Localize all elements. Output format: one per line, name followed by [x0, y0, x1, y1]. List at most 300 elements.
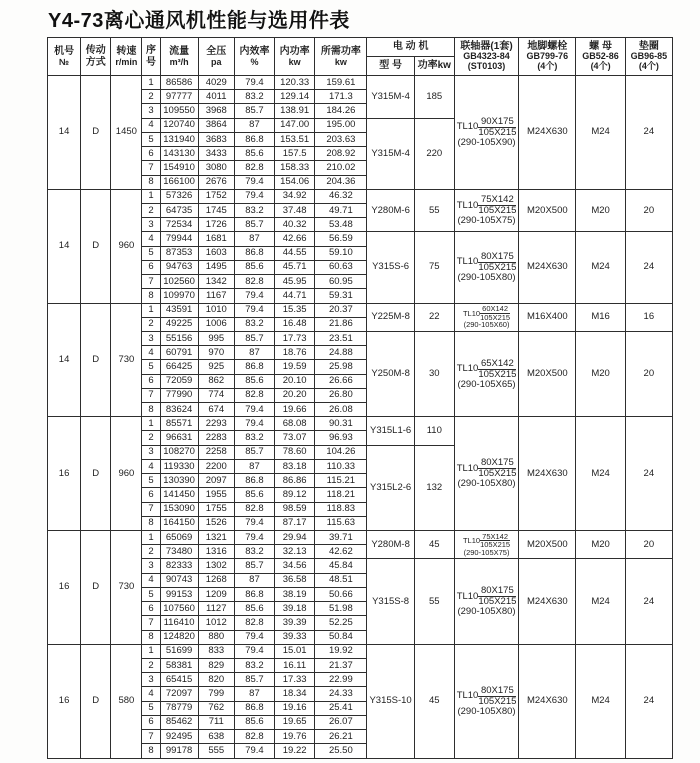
internal-power-cell: 73.07 [275, 431, 315, 445]
seq-cell: 3 [142, 104, 160, 118]
data-row [48, 331, 673, 345]
flow-cell: 124820 [160, 630, 198, 644]
seq-cell: 8 [142, 744, 160, 759]
internal-power-cell: 83.18 [275, 459, 315, 473]
internal-power-cell: 42.66 [275, 232, 315, 246]
drive-type-cell: D [81, 76, 111, 190]
pressure-cell: 3433 [198, 147, 234, 161]
flow-cell: 86586 [160, 76, 198, 90]
coupling-type: TL10 [456, 363, 479, 375]
seq-cell: 1 [142, 417, 160, 431]
efficiency-cell: 85.6 [234, 602, 274, 616]
required-power-cell: 19.92 [315, 644, 367, 658]
col-header-motor-power: 功率kw [414, 57, 454, 76]
required-power-cell: 22.99 [315, 673, 367, 687]
speed-cell: 730 [111, 303, 142, 417]
pressure-cell: 1127 [198, 602, 234, 616]
required-power-cell: 42.62 [315, 545, 367, 559]
internal-power-cell: 40.32 [275, 218, 315, 232]
required-power-cell: 210.02 [315, 161, 367, 175]
flow-cell: 55156 [160, 331, 198, 345]
required-power-cell: 52.25 [315, 616, 367, 630]
required-power-cell: 46.32 [315, 189, 367, 203]
required-power-cell: 26.08 [315, 403, 367, 417]
motor-model-cell: Y315S-6 [367, 232, 414, 303]
pressure-cell: 1316 [198, 545, 234, 559]
motor-model-cell: Y280M-8 [367, 531, 414, 559]
required-power-cell: 208.92 [315, 147, 367, 161]
pressure-cell: 555 [198, 744, 234, 759]
anchor-bolt-cell: M24X630 [519, 417, 576, 531]
col-header-fan-size: 机号 № [48, 38, 81, 76]
pressure-cell: 820 [198, 673, 234, 687]
efficiency-cell: 85.6 [234, 147, 274, 161]
speed-cell: 1450 [111, 76, 142, 190]
data-row [48, 644, 673, 658]
flow-cell: 79944 [160, 232, 198, 246]
required-power-cell: 45.84 [315, 559, 367, 573]
flow-cell: 77990 [160, 388, 198, 402]
coupling-note: (290-105X80) [457, 271, 516, 283]
drive-type-cell: D [81, 531, 111, 645]
efficiency-cell: 79.4 [234, 403, 274, 417]
seq-cell: 7 [142, 275, 160, 289]
fan-size-cell: 16 [48, 644, 81, 758]
pressure-cell: 862 [198, 374, 234, 388]
drive-type-cell: D [81, 303, 111, 417]
fan-size-cell: 14 [48, 189, 81, 303]
seq-cell: 6 [142, 374, 160, 388]
seq-cell: 1 [142, 76, 160, 90]
seq-cell: 1 [142, 189, 160, 203]
pressure-cell: 2293 [198, 417, 234, 431]
flow-cell: 130390 [160, 474, 198, 488]
required-power-cell: 21.37 [315, 658, 367, 672]
required-power-cell: 110.33 [315, 459, 367, 473]
flow-cell: 49225 [160, 317, 198, 331]
pressure-cell: 829 [198, 658, 234, 672]
pressure-cell: 1681 [198, 232, 234, 246]
motor-power-cell: 75 [414, 232, 454, 303]
internal-power-cell: 37.48 [275, 203, 315, 217]
efficiency-cell: 87 [234, 459, 274, 473]
pressure-cell: 2097 [198, 474, 234, 488]
internal-power-cell: 120.33 [275, 76, 315, 90]
col-header-coupling: 联轴器(1套) GB4323-84 (ST0103) [454, 38, 518, 76]
nut-cell: M20 [576, 189, 625, 232]
data-row [48, 303, 673, 317]
efficiency-cell: 83.2 [234, 203, 274, 217]
washer-cell: 20 [625, 331, 672, 416]
coupling-note: (290-105X80) [457, 606, 516, 618]
washer-cell: 24 [625, 417, 672, 531]
col-header-drive-type: 传动 方式 [81, 38, 111, 76]
seq-cell: 3 [142, 673, 160, 687]
internal-power-cell: 147.00 [275, 118, 315, 132]
seq-cell: 2 [142, 203, 160, 217]
internal-power-cell: 78.60 [275, 445, 315, 459]
motor-power-cell: 110 [414, 417, 454, 445]
efficiency-cell: 87 [234, 346, 274, 360]
motor-power-cell: 30 [414, 331, 454, 416]
seq-cell: 4 [142, 687, 160, 701]
washer-cell: 24 [625, 644, 672, 758]
required-power-cell: 90.31 [315, 417, 367, 431]
seq-cell: 6 [142, 602, 160, 616]
efficiency-cell: 85.7 [234, 218, 274, 232]
flow-cell: 58381 [160, 658, 198, 672]
required-power-cell: 118.21 [315, 488, 367, 502]
flow-cell: 43591 [160, 303, 198, 317]
efficiency-cell: 87 [234, 687, 274, 701]
required-power-cell: 24.88 [315, 346, 367, 360]
required-power-cell: 203.63 [315, 132, 367, 146]
speed-cell: 960 [111, 417, 142, 531]
coupling-type: TL10 [456, 590, 479, 602]
flow-cell: 87353 [160, 246, 198, 260]
efficiency-cell: 83.2 [234, 90, 274, 104]
required-power-cell: 56.59 [315, 232, 367, 246]
flow-cell: 119330 [160, 459, 198, 473]
flow-cell: 96631 [160, 431, 198, 445]
internal-power-cell: 32.13 [275, 545, 315, 559]
flow-cell: 64735 [160, 203, 198, 217]
flow-cell: 72097 [160, 687, 198, 701]
seq-cell: 7 [142, 161, 160, 175]
motor-power-cell: 185 [414, 76, 454, 119]
required-power-cell: 60.95 [315, 275, 367, 289]
seq-cell: 3 [142, 559, 160, 573]
flow-cell: 108270 [160, 445, 198, 459]
anchor-bolt-cell: M24X630 [519, 644, 576, 758]
seq-cell: 8 [142, 289, 160, 303]
coupling-cell: TL10 $\frac{75X142}{105X215}$ (290-105X75) [454, 189, 518, 232]
seq-cell: 4 [142, 118, 160, 132]
flow-cell: 51699 [160, 644, 198, 658]
pressure-cell: 4011 [198, 90, 234, 104]
col-header-flow: 流量 m³/h [160, 38, 198, 76]
pressure-cell: 1755 [198, 502, 234, 516]
seq-cell: 4 [142, 573, 160, 587]
fan-size-cell: 16 [48, 417, 81, 531]
table-body [48, 76, 673, 759]
efficiency-cell: 79.4 [234, 516, 274, 530]
internal-power-cell: 86.86 [275, 474, 315, 488]
required-power-cell: 26.66 [315, 374, 367, 388]
internal-power-cell: 39.33 [275, 630, 315, 644]
anchor-bolt-cell: M20X500 [519, 331, 576, 416]
required-power-cell: 51.98 [315, 602, 367, 616]
efficiency-cell: 83.2 [234, 317, 274, 331]
flow-cell: 85571 [160, 417, 198, 431]
required-power-cell: 39.71 [315, 531, 367, 545]
internal-power-cell: 20.10 [275, 374, 315, 388]
required-power-cell: 25.41 [315, 701, 367, 715]
page-title: Y4-73离心通风机性能与选用件表 [48, 10, 350, 32]
internal-power-cell: 16.48 [275, 317, 315, 331]
pressure-cell: 1745 [198, 203, 234, 217]
seq-cell: 6 [142, 715, 160, 729]
col-header-anchor-bolt: 地脚螺栓 GB799-76 (4个) [519, 38, 576, 76]
efficiency-cell: 79.4 [234, 630, 274, 644]
flow-cell: 65415 [160, 673, 198, 687]
coupling-note: (290-105X65) [457, 378, 516, 390]
required-power-cell: 115.63 [315, 516, 367, 530]
coupling-type: TL10 [456, 462, 479, 474]
required-power-cell: 20.37 [315, 303, 367, 317]
pressure-cell: 2200 [198, 459, 234, 473]
seq-cell: 2 [142, 431, 160, 445]
motor-model-cell: Y315S-10 [367, 644, 414, 758]
pressure-cell: 2283 [198, 431, 234, 445]
pressure-cell: 1012 [198, 616, 234, 630]
efficiency-cell: 85.7 [234, 445, 274, 459]
anchor-bolt-cell: M20X500 [519, 189, 576, 232]
internal-power-cell: 44.71 [275, 289, 315, 303]
coupling-cell: TL10 $\frac{65X142}{105X215}$ (290-105X65) [454, 331, 518, 416]
flow-cell: 82333 [160, 559, 198, 573]
pressure-cell: 774 [198, 388, 234, 402]
efficiency-cell: 87 [234, 573, 274, 587]
seq-cell: 1 [142, 644, 160, 658]
efficiency-cell: 85.7 [234, 331, 274, 345]
flow-cell: 131940 [160, 132, 198, 146]
required-power-cell: 25.98 [315, 360, 367, 374]
required-power-cell: 23.51 [315, 331, 367, 345]
col-header-washer: 垫圈 GB96-85 (4个) [625, 38, 672, 76]
col-header-seq: 序 号 [142, 38, 160, 76]
table-header [48, 38, 673, 76]
nut-cell: M20 [576, 331, 625, 416]
seq-cell: 6 [142, 147, 160, 161]
flow-cell: 99178 [160, 744, 198, 759]
seq-cell: 8 [142, 630, 160, 644]
flow-cell: 83624 [160, 403, 198, 417]
seq-cell: 6 [142, 260, 160, 274]
required-power-cell: 59.31 [315, 289, 367, 303]
efficiency-cell: 79.4 [234, 531, 274, 545]
pressure-cell: 2258 [198, 445, 234, 459]
fan-size-cell: 14 [48, 303, 81, 417]
nut-cell: M24 [576, 76, 625, 190]
pressure-cell: 4029 [198, 76, 234, 90]
required-power-cell: 118.83 [315, 502, 367, 516]
coupling-type: TL10 [456, 256, 479, 268]
flow-cell: 78779 [160, 701, 198, 715]
internal-power-cell: 19.65 [275, 715, 315, 729]
required-power-cell: 49.71 [315, 203, 367, 217]
seq-cell: 5 [142, 587, 160, 601]
seq-cell: 3 [142, 445, 160, 459]
pressure-cell: 833 [198, 644, 234, 658]
internal-power-cell: 44.55 [275, 246, 315, 260]
internal-power-cell: 18.76 [275, 346, 315, 360]
seq-cell: 5 [142, 132, 160, 146]
required-power-cell: 59.10 [315, 246, 367, 260]
required-power-cell: 25.50 [315, 744, 367, 759]
efficiency-cell: 82.8 [234, 161, 274, 175]
seq-cell: 7 [142, 616, 160, 630]
coupling-note: (290-105X60) [463, 320, 510, 330]
efficiency-cell: 79.4 [234, 303, 274, 317]
coupling-note: (290-105X75) [457, 215, 516, 227]
internal-power-cell: 19.16 [275, 701, 315, 715]
coupling-cell: TL10 $\frac{80X175}{105X215}$ (290-105X80) [454, 644, 518, 758]
flow-cell: 66425 [160, 360, 198, 374]
efficiency-cell: 83.2 [234, 431, 274, 445]
internal-power-cell: 17.73 [275, 331, 315, 345]
col-header-nut: 螺 母 GB52-86 (4个) [576, 38, 625, 76]
required-power-cell: 26.21 [315, 730, 367, 744]
seq-cell: 5 [142, 360, 160, 374]
col-header-pressure: 全压 pa [198, 38, 234, 76]
internal-power-cell: 16.11 [275, 658, 315, 672]
speed-cell: 580 [111, 644, 142, 758]
efficiency-cell: 79.4 [234, 289, 274, 303]
coupling-type: TL10 [456, 690, 479, 702]
efficiency-cell: 82.8 [234, 730, 274, 744]
internal-power-cell: 157.5 [275, 147, 315, 161]
pressure-cell: 1726 [198, 218, 234, 232]
pressure-cell: 995 [198, 331, 234, 345]
coupling-cell: TL10 $\frac{80X175}{105X215}$ (290-105X80) [454, 232, 518, 303]
internal-power-cell: 29.94 [275, 531, 315, 545]
flow-cell: 65069 [160, 531, 198, 545]
pressure-cell: 1006 [198, 317, 234, 331]
internal-power-cell: 19.76 [275, 730, 315, 744]
required-power-cell: 159.61 [315, 76, 367, 90]
flow-cell: 85462 [160, 715, 198, 729]
drive-type-cell: D [81, 417, 111, 531]
motor-model-cell: Y280M-6 [367, 189, 414, 232]
pressure-cell: 1010 [198, 303, 234, 317]
speed-cell: 730 [111, 531, 142, 645]
flow-cell: 72534 [160, 218, 198, 232]
pressure-cell: 925 [198, 360, 234, 374]
efficiency-cell: 82.8 [234, 388, 274, 402]
internal-power-cell: 20.20 [275, 388, 315, 402]
seq-cell: 2 [142, 317, 160, 331]
required-power-cell: 184.26 [315, 104, 367, 118]
flow-cell: 90743 [160, 573, 198, 587]
pressure-cell: 3968 [198, 104, 234, 118]
efficiency-cell: 79.4 [234, 175, 274, 189]
motor-model-cell: Y315M-4 [367, 76, 414, 119]
pressure-cell: 762 [198, 701, 234, 715]
required-power-cell: 24.33 [315, 687, 367, 701]
nut-cell: M24 [576, 559, 625, 644]
coupling-type: TL10 [462, 536, 481, 546]
efficiency-cell: 85.6 [234, 374, 274, 388]
seq-cell: 3 [142, 218, 160, 232]
pressure-cell: 1342 [198, 275, 234, 289]
pressure-cell: 1603 [198, 246, 234, 260]
seq-cell: 7 [142, 730, 160, 744]
seq-cell: 8 [142, 403, 160, 417]
required-power-cell: 26.07 [315, 715, 367, 729]
nut-cell: M24 [576, 232, 625, 303]
efficiency-cell: 85.6 [234, 260, 274, 274]
flow-cell: 94763 [160, 260, 198, 274]
internal-power-cell: 158.33 [275, 161, 315, 175]
pressure-cell: 1209 [198, 587, 234, 601]
pressure-cell: 1268 [198, 573, 234, 587]
seq-cell: 5 [142, 474, 160, 488]
flow-cell: 99153 [160, 587, 198, 601]
efficiency-cell: 86.8 [234, 360, 274, 374]
flow-cell: 143130 [160, 147, 198, 161]
pressure-cell: 3080 [198, 161, 234, 175]
fan-size-cell: 16 [48, 531, 81, 645]
internal-power-cell: 19.22 [275, 744, 315, 759]
flow-cell: 92495 [160, 730, 198, 744]
coupling-type: TL10 [456, 199, 479, 211]
pressure-cell: 3864 [198, 118, 234, 132]
internal-power-cell: 18.34 [275, 687, 315, 701]
col-header-motor: 电 动 机 [367, 38, 454, 57]
efficiency-cell: 83.2 [234, 658, 274, 672]
required-power-cell: 96.93 [315, 431, 367, 445]
flow-cell: 154910 [160, 161, 198, 175]
anchor-bolt-cell: M24X630 [519, 76, 576, 190]
required-power-cell: 26.80 [315, 388, 367, 402]
seq-cell: 2 [142, 658, 160, 672]
motor-model-cell: Y250M-8 [367, 331, 414, 416]
pressure-cell: 638 [198, 730, 234, 744]
internal-power-cell: 38.19 [275, 587, 315, 601]
internal-power-cell: 68.08 [275, 417, 315, 431]
flow-cell: 120740 [160, 118, 198, 132]
flow-cell: 57326 [160, 189, 198, 203]
internal-power-cell: 98.59 [275, 502, 315, 516]
pressure-cell: 970 [198, 346, 234, 360]
washer-cell: 24 [625, 559, 672, 644]
coupling-note: (290-105X80) [457, 478, 516, 490]
flow-cell: 109970 [160, 289, 198, 303]
flow-cell: 153090 [160, 502, 198, 516]
efficiency-cell: 86.8 [234, 246, 274, 260]
nut-cell: M24 [576, 417, 625, 531]
seq-cell: 2 [142, 90, 160, 104]
internal-power-cell: 34.56 [275, 559, 315, 573]
flow-cell: 102560 [160, 275, 198, 289]
required-power-cell: 204.36 [315, 175, 367, 189]
efficiency-cell: 79.4 [234, 189, 274, 203]
efficiency-cell: 82.8 [234, 275, 274, 289]
coupling-cell: TL10 $\frac{80X175}{105X215}$ (290-105X80) [454, 417, 518, 531]
internal-power-cell: 39.39 [275, 616, 315, 630]
seq-cell: 7 [142, 502, 160, 516]
efficiency-cell: 85.7 [234, 559, 274, 573]
motor-power-cell: 55 [414, 559, 454, 644]
required-power-cell: 104.26 [315, 445, 367, 459]
motor-power-cell: 22 [414, 303, 454, 331]
nut-cell: M20 [576, 531, 625, 559]
pressure-cell: 1321 [198, 531, 234, 545]
pressure-cell: 1752 [198, 189, 234, 203]
internal-power-cell: 19.66 [275, 403, 315, 417]
flow-cell: 107560 [160, 602, 198, 616]
fan-performance-table [47, 37, 673, 759]
internal-power-cell: 19.59 [275, 360, 315, 374]
efficiency-cell: 85.6 [234, 488, 274, 502]
pressure-cell: 880 [198, 630, 234, 644]
efficiency-cell: 83.2 [234, 545, 274, 559]
motor-model-cell: Y315L2-6 [367, 445, 414, 530]
required-power-cell: 21.86 [315, 317, 367, 331]
internal-power-cell: 154.06 [275, 175, 315, 189]
seq-cell: 1 [142, 303, 160, 317]
